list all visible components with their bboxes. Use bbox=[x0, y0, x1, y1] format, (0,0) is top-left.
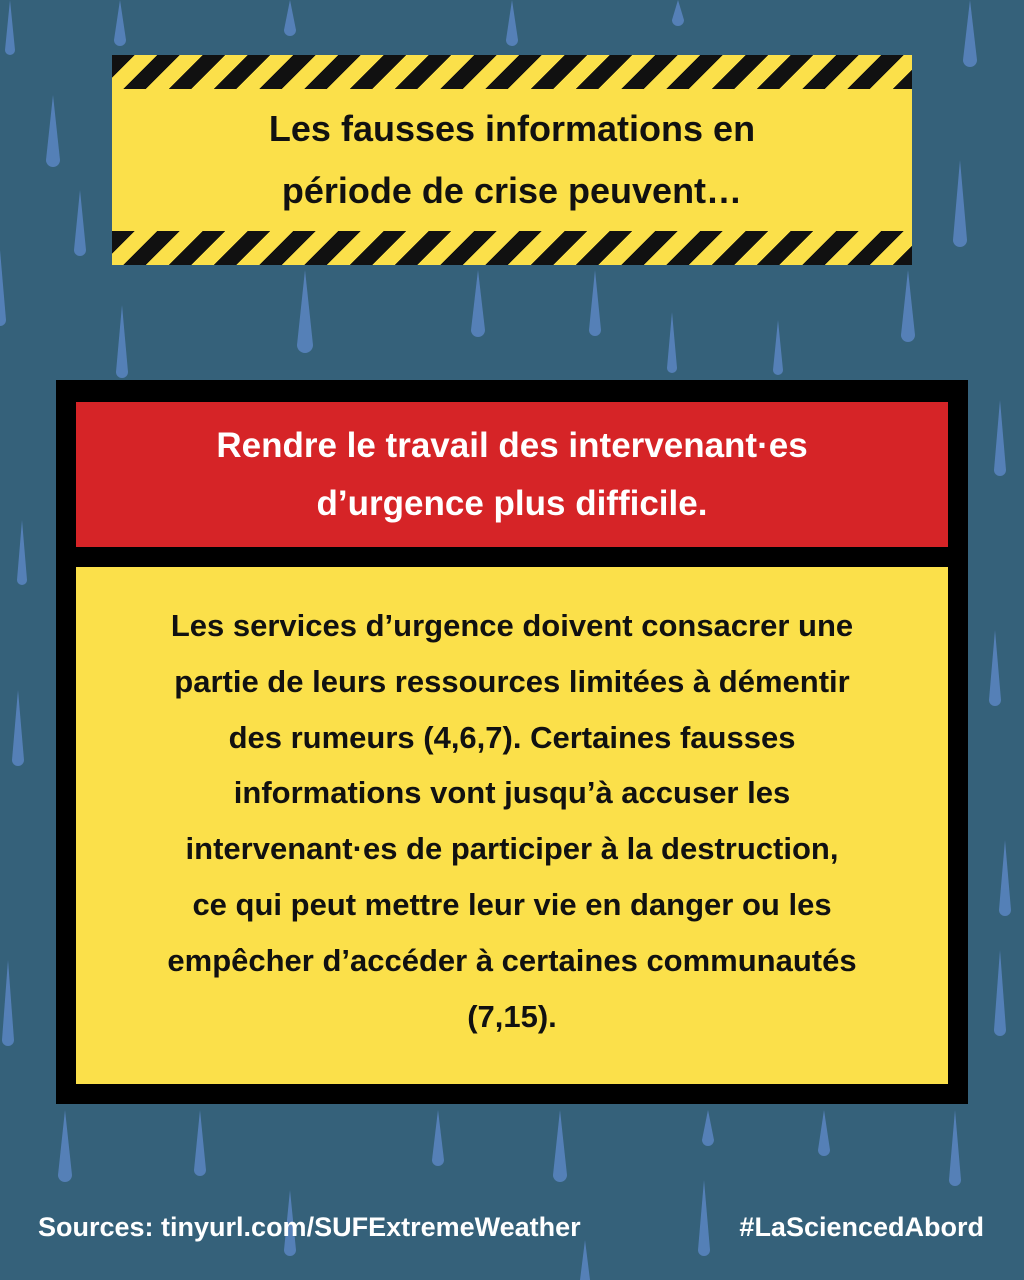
raindrop bbox=[432, 1110, 444, 1166]
raindrop bbox=[5, 0, 15, 55]
body-line: partie de leurs ressources limitées à démentir bbox=[174, 663, 850, 699]
raindrop bbox=[114, 0, 126, 46]
body-line: (7,15). bbox=[467, 998, 557, 1034]
hashtag: #LaSciencedAbord bbox=[739, 1212, 984, 1242]
raindrop bbox=[989, 630, 1001, 706]
card-header-line-1: Rendre le travail des intervenant·es bbox=[216, 425, 808, 465]
banner-title-line-1: Les fausses informations en bbox=[268, 108, 756, 149]
raindrop bbox=[702, 1110, 714, 1146]
raindrop bbox=[901, 270, 915, 342]
body-line: Les services d’urgence doivent consacrer une bbox=[170, 608, 854, 643]
raindrop bbox=[963, 0, 977, 67]
card-body bbox=[76, 567, 948, 1084]
card-header-line-2: d’urgence plus difficile. bbox=[316, 483, 708, 523]
raindrop bbox=[589, 270, 601, 336]
raindrop bbox=[74, 190, 86, 256]
raindrop bbox=[999, 840, 1011, 916]
raindrop bbox=[773, 320, 783, 375]
banner-title bbox=[112, 89, 912, 231]
raindrop bbox=[46, 95, 60, 167]
raindrop bbox=[471, 270, 485, 337]
caution-stripe-bottom bbox=[112, 231, 912, 265]
raindrop bbox=[506, 0, 518, 46]
raindrop bbox=[994, 400, 1006, 476]
raindrop bbox=[2, 960, 14, 1046]
sources-link[interactable]: Sources: tinyurl.com/SUFExtremeWeather bbox=[38, 1212, 581, 1242]
raindrop bbox=[580, 1240, 590, 1280]
raindrop bbox=[949, 1110, 961, 1186]
raindrop bbox=[553, 1110, 567, 1182]
raindrop bbox=[194, 1110, 206, 1176]
info-card bbox=[56, 380, 968, 1104]
card-header bbox=[76, 402, 948, 547]
raindrop bbox=[953, 160, 967, 247]
raindrop bbox=[284, 0, 296, 36]
body-line: empêcher d’accéder à certaines communautés bbox=[167, 942, 857, 978]
body-line: des rumeurs (4,6,7). Certaines fausses bbox=[228, 719, 796, 755]
banner-title-line-2: période de crise peuvent… bbox=[281, 170, 743, 211]
body-line: intervenant·es de participer à la destruction, bbox=[185, 831, 839, 867]
raindrop bbox=[116, 305, 128, 378]
raindrop bbox=[672, 0, 684, 26]
raindrop bbox=[698, 1180, 710, 1256]
raindrop bbox=[297, 270, 313, 353]
raindrop bbox=[0, 250, 6, 326]
caution-banner bbox=[112, 55, 912, 267]
body-line: informations vont jusqu’à accuser les bbox=[233, 775, 791, 811]
caution-stripe-top bbox=[112, 55, 912, 89]
raindrop bbox=[818, 1110, 830, 1156]
body-line: ce qui peut mettre leur vie en danger ou les bbox=[192, 886, 832, 922]
raindrop bbox=[12, 690, 24, 766]
raindrop bbox=[667, 312, 677, 373]
raindrop bbox=[58, 1110, 72, 1182]
raindrop bbox=[17, 520, 27, 585]
raindrop bbox=[994, 950, 1006, 1036]
